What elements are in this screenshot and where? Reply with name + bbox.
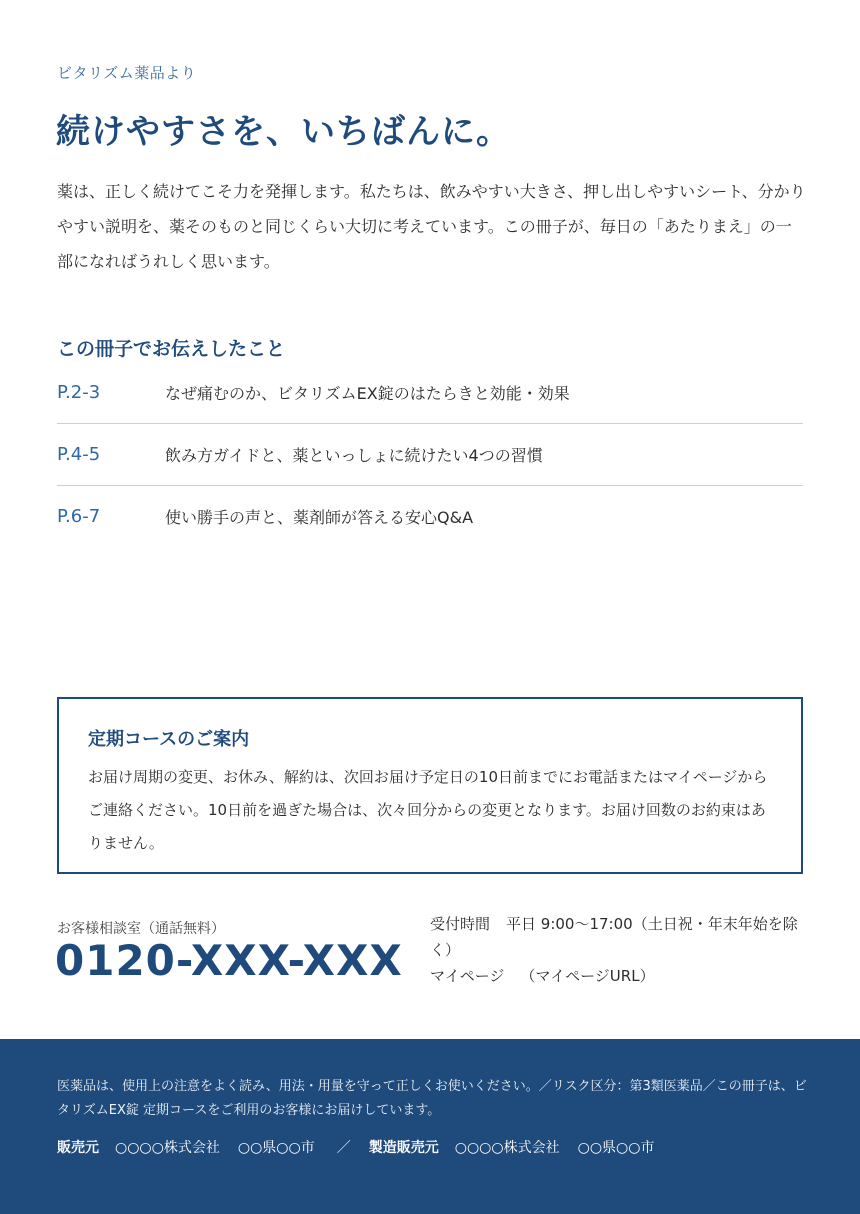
toc-page-number: P.4-5: [57, 444, 101, 465]
contact-label: お客様相談室（通話無料）: [57, 921, 225, 937]
seller-name: ○○○○株式会社: [115, 1140, 220, 1156]
hours-label: 受付時間: [430, 915, 491, 933]
seller-address: ○○県○○市: [237, 1140, 315, 1156]
toc-item: [57, 362, 803, 424]
hours-value: 平日 9:00〜17:00（土日祝・年末年始を除く）: [430, 915, 798, 959]
footer: [0, 1039, 860, 1214]
page-headline: 続けやすさを、いちばんに。: [56, 112, 511, 152]
toc-item-text: なぜ痛むのか、ビタリズムEX錠のはたらきと効能・効果: [165, 384, 570, 403]
maker-address: ○○県○○市: [577, 1140, 655, 1156]
company-info: [57, 1137, 673, 1157]
notice-body: お届け周期の変更、お休み、解約は、次回お届け予定日の10日前までにお電話またはマイページからご連絡ください。10日前を過ぎた場合は、次々回分からの変更となります。お届け回数のお約束はありません。: [88, 768, 768, 852]
company-separator: ／: [336, 1140, 351, 1156]
contact-details: [430, 911, 810, 989]
toc-page-number: P.2-3: [57, 382, 101, 403]
table-of-contents: [57, 362, 803, 547]
toc-page-number: P.6-7: [57, 506, 101, 527]
mypage-row: [430, 963, 810, 989]
footer-note: 医薬品は、使用上の注意をよく読み、用法・用量を守って正しくお使いください。／リスク区分：第3類医薬品／この冊子は、ビタリズムEX錠 定期コースをご利用のお客様にお届けしています。: [57, 1079, 807, 1118]
maker-name: ○○○○株式会社: [454, 1140, 560, 1156]
maker-label: 製造販売元: [368, 1140, 439, 1156]
hours-row: [430, 911, 810, 963]
toc-item: [57, 486, 803, 547]
notice-title: 定期コースのご案内: [88, 729, 250, 750]
toc-item-text: 使い勝手の声と、薬剤師が答える安心Q&A: [165, 508, 474, 527]
subscription-notice-box: [57, 697, 803, 874]
toc-item: [57, 424, 803, 486]
eyebrow-text: ビタリズム薬品より: [57, 64, 197, 82]
intro-paragraph: 薬は、正しく続けてこそ力を発揮します。私たちは、飲みやすい大きさ、押し出しやすいシート、分かりやすい説明を、薬そのものと同じくらい大切に考えています。この冊子が、毎日の「あたりまえ」の一部になればうれしく思います。: [57, 182, 806, 271]
mypage-link[interactable]: （マイページURL）: [520, 967, 655, 985]
phone-number[interactable]: 0120-XXX-XXX: [55, 936, 403, 985]
seller-label: 販売元: [57, 1140, 99, 1156]
toc-title: この冊子でお伝えしたこと: [57, 338, 286, 360]
mypage-label: マイページ: [430, 967, 505, 985]
toc-item-text: 飲み方ガイドと、薬といっしょに続けたい4つの習慣: [165, 446, 543, 465]
